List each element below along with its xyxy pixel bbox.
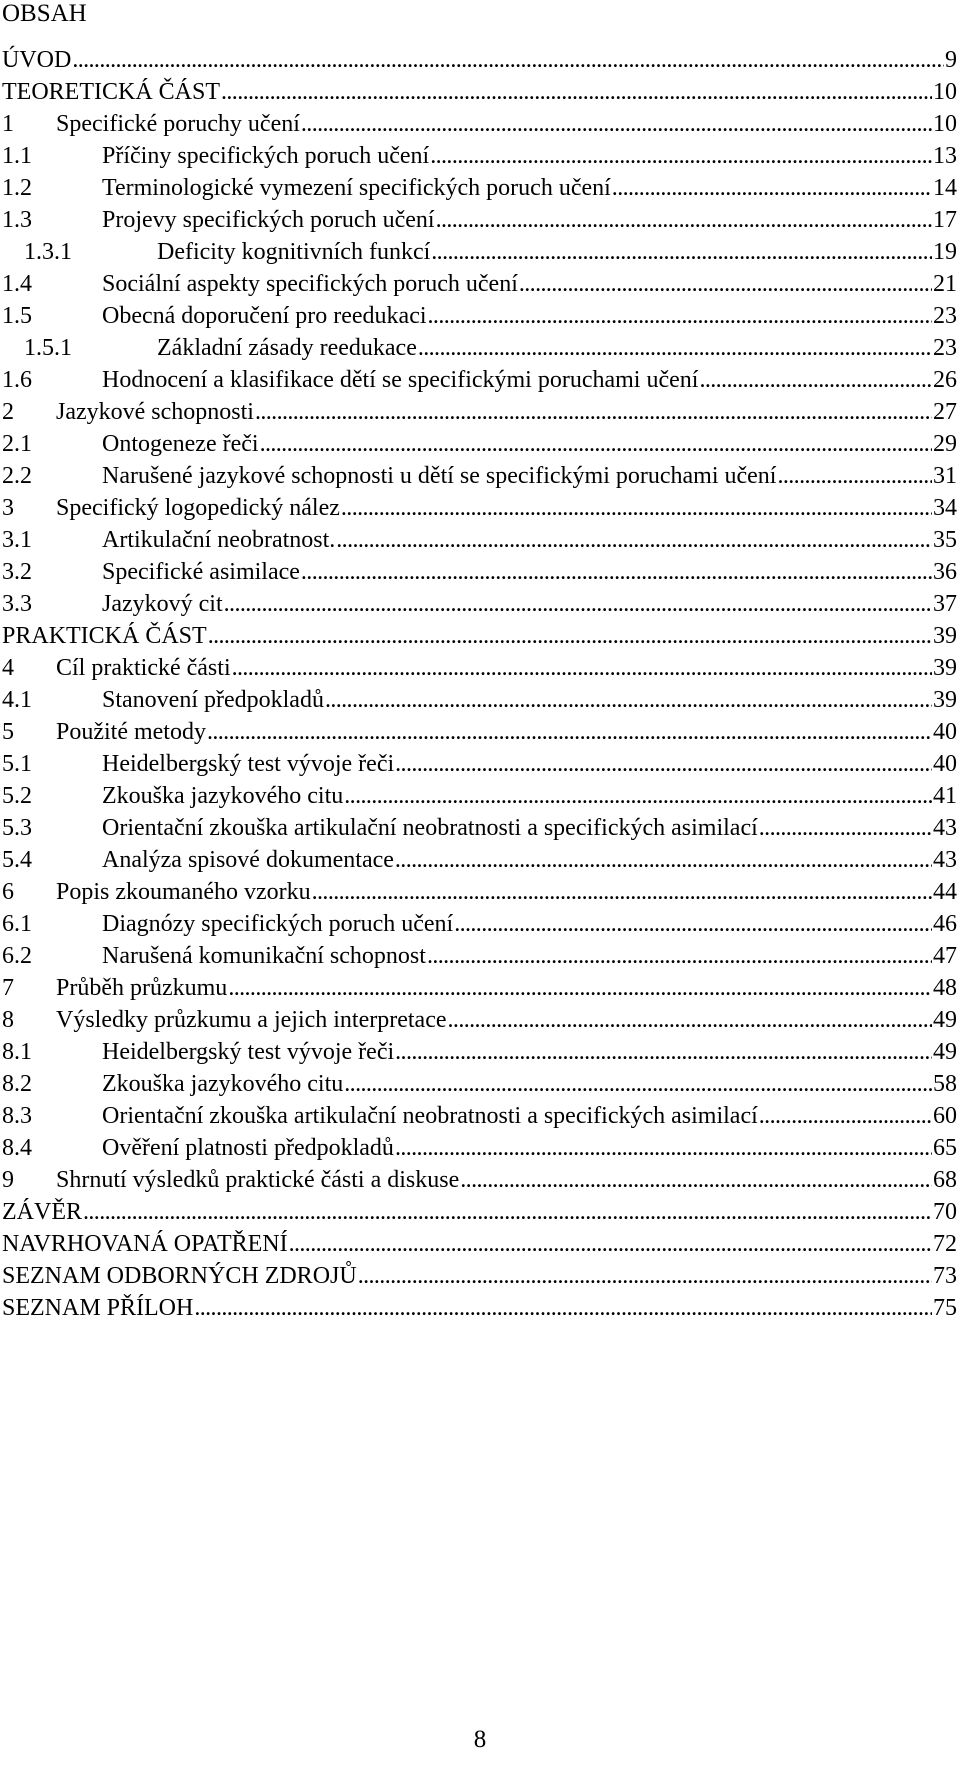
toc-entry-number: 5.3 — [2, 815, 32, 841]
toc-entry-page: 31 — [933, 463, 957, 489]
toc-entry-page: 46 — [933, 911, 957, 937]
toc-entry-page: 36 — [933, 559, 957, 585]
toc-entry-number: 1.5.1 — [24, 335, 72, 361]
toc-entry-page: 39 — [933, 687, 957, 713]
toc-entry-title: Sociální aspekty specifických poruch učení — [102, 271, 518, 297]
toc-entry-title: Narušené jazykové schopnosti u dětí se specifickými poruchami učení — [102, 463, 777, 489]
dot-leader — [289, 1228, 932, 1260]
toc-entry-number: 5.1 — [2, 751, 32, 777]
toc-entry-title: Orientační zkouška artikulační neobratnosti a specifických asimilací — [102, 815, 758, 841]
toc-entry-number: 2 — [2, 399, 14, 425]
dot-leader — [301, 556, 932, 588]
toc-entry-page: 70 — [933, 1199, 957, 1225]
toc-entry[interactable] — [2, 396, 957, 428]
toc-entry-page: 65 — [933, 1135, 957, 1161]
toc-entry-line — [102, 844, 957, 876]
dot-leader — [344, 1068, 932, 1100]
toc-entry-number: 5.4 — [2, 847, 32, 873]
toc-entry-number: 5 — [2, 719, 14, 745]
toc-entry-number: 5.2 — [2, 783, 32, 809]
dot-leader — [395, 1132, 932, 1164]
toc-entry-page: 39 — [933, 623, 957, 649]
toc-entry-title: Obecná doporučení pro reedukaci — [102, 303, 427, 329]
toc-entry-title: Průběh průzkumu — [56, 975, 228, 1001]
toc-entry-line — [102, 588, 957, 620]
toc-entry-number: 1.3 — [2, 207, 32, 233]
toc-entry-title: Specifické asimilace — [102, 559, 300, 585]
toc-entry[interactable] — [2, 1260, 957, 1292]
toc-entry-title: Příčiny specifických poruch učení — [102, 143, 430, 169]
dot-leader — [395, 1036, 932, 1068]
toc-entry-page: 27 — [933, 399, 957, 425]
toc-entry[interactable] — [2, 524, 957, 556]
toc-entry-page: 75 — [933, 1295, 957, 1321]
dot-leader — [260, 428, 932, 460]
toc-entry-page: 43 — [933, 847, 957, 873]
dot-leader — [224, 588, 932, 620]
dot-leader — [358, 1260, 932, 1292]
toc-entry-title: Ověření platnosti předpokladů — [102, 1135, 394, 1161]
toc-entry-title: SEZNAM PŘÍLOH — [2, 1295, 194, 1321]
toc-entry-number: 1.5 — [2, 303, 32, 329]
toc-entry-line — [102, 684, 957, 716]
toc-entry-number: 9 — [2, 1167, 14, 1193]
dot-leader — [612, 172, 932, 204]
toc-entry-title: Diagnózy specifických poruch učení — [102, 911, 454, 937]
toc-entry-line — [56, 876, 957, 908]
toc-entry-number: 2.2 — [2, 463, 32, 489]
toc-entry-line — [102, 1036, 957, 1068]
toc-entry-line — [102, 1132, 957, 1164]
toc-entry-number: 3.1 — [2, 527, 32, 553]
dot-leader — [344, 780, 932, 812]
toc-entry-title: Orientační zkouška artikulační neobratnosti a specifických asimilací — [102, 1103, 758, 1129]
toc-entry-number: 4.1 — [2, 687, 32, 713]
toc-entry-page: 34 — [933, 495, 957, 521]
toc-entry[interactable] — [2, 44, 957, 76]
dot-leader — [448, 1004, 932, 1036]
toc-entry-line — [157, 332, 957, 364]
toc-entry-number: 1 — [2, 111, 14, 137]
toc-entry-page: 39 — [933, 655, 957, 681]
toc-entry-number: 6.2 — [2, 943, 32, 969]
toc-entry-number: 7 — [2, 975, 14, 1001]
toc-entry-line — [56, 108, 957, 140]
toc-entry-number: 8 — [2, 1007, 14, 1033]
toc-entry-page: 35 — [933, 527, 957, 553]
toc-entry[interactable] — [2, 812, 957, 844]
toc-entry-title: Zkouška jazykového citu — [102, 1071, 344, 1097]
toc-entry-page: 29 — [933, 431, 957, 457]
toc-entry-title: Deficity kognitivních funkcí — [157, 239, 431, 265]
dot-leader — [83, 1196, 932, 1228]
toc-entry-title: Specifický logopedický nález — [56, 495, 340, 521]
toc-entry-page: 17 — [933, 207, 957, 233]
toc-entry[interactable] — [2, 716, 957, 748]
toc-entry[interactable] — [2, 1196, 957, 1228]
toc-entry[interactable] — [2, 940, 957, 972]
toc-entry[interactable] — [2, 1164, 957, 1196]
toc-entry-page: 9 — [945, 47, 957, 73]
toc-entry-number: 1.1 — [2, 143, 32, 169]
dot-leader — [228, 972, 932, 1004]
toc-entry-line — [102, 172, 957, 204]
toc-entry[interactable] — [2, 268, 957, 300]
toc-entry[interactable] — [2, 620, 957, 652]
toc-entry-line — [56, 1004, 957, 1036]
toc-entry-title: Heidelbergský test vývoje řeči — [102, 1039, 395, 1065]
toc-entry[interactable] — [2, 204, 957, 236]
dot-leader — [312, 876, 932, 908]
table-of-contents — [2, 44, 957, 1324]
toc-entry[interactable] — [2, 1292, 957, 1324]
toc-entry-title: PRAKTICKÁ ČÁST — [2, 623, 207, 649]
toc-entry-line — [2, 1292, 957, 1324]
toc-entry-line — [56, 972, 957, 1004]
toc-entry-line — [2, 1196, 957, 1228]
toc-entry-number: 3 — [2, 495, 14, 521]
toc-entry-line — [102, 268, 957, 300]
toc-entry[interactable] — [2, 972, 957, 1004]
toc-entry[interactable] — [2, 844, 957, 876]
dot-leader — [759, 812, 932, 844]
toc-entry-line — [102, 524, 957, 556]
toc-entry-line — [102, 940, 957, 972]
toc-entry-title: Použité metody — [56, 719, 206, 745]
toc-entry-page: 19 — [933, 239, 957, 265]
toc-entry-title: Shrnutí výsledků praktické části a diskuse — [56, 1167, 460, 1193]
toc-entry-title: NAVRHOVANÁ OPATŘENÍ — [2, 1231, 288, 1257]
dot-leader — [418, 332, 932, 364]
toc-entry[interactable] — [2, 140, 957, 172]
toc-entry-line — [56, 1164, 957, 1196]
dot-leader — [336, 524, 932, 556]
toc-entry-page: 49 — [933, 1039, 957, 1065]
toc-entry-page: 37 — [933, 591, 957, 617]
toc-entry-line — [2, 1260, 957, 1292]
toc-entry-number: 3.3 — [2, 591, 32, 617]
dot-leader — [395, 748, 932, 780]
toc-entry[interactable] — [2, 364, 957, 396]
toc-entry-title: Stanovení předpokladů — [102, 687, 324, 713]
toc-entry-page: 48 — [933, 975, 957, 1001]
toc-entry[interactable] — [2, 588, 957, 620]
toc-entry-title: Jazykový cit — [102, 591, 223, 617]
toc-entry-page: 58 — [933, 1071, 957, 1097]
toc-entry-number: 4 — [2, 655, 14, 681]
toc-entry-page: 68 — [933, 1167, 957, 1193]
toc-entry-title: TEORETICKÁ ČÁST — [2, 79, 220, 105]
toc-entry[interactable] — [2, 780, 957, 812]
toc-entry-page: 43 — [933, 815, 957, 841]
dot-leader — [759, 1100, 932, 1132]
dot-leader — [460, 1164, 932, 1196]
dot-leader — [519, 268, 932, 300]
toc-entry-number: 6 — [2, 879, 14, 905]
toc-entry[interactable] — [2, 876, 957, 908]
toc-entry-line — [56, 652, 957, 684]
toc-entry-page: 13 — [933, 143, 957, 169]
toc-entry-title: Cíl praktické části — [56, 655, 231, 681]
toc-entry-page: 60 — [933, 1103, 957, 1129]
dot-leader — [255, 396, 932, 428]
toc-entry-line — [102, 204, 957, 236]
toc-entry-title: Hodnocení a klasifikace dětí se specifickými poruchami učení — [102, 367, 699, 393]
dot-leader — [325, 684, 932, 716]
toc-entry-page: 44 — [933, 879, 957, 905]
toc-entry[interactable] — [2, 652, 957, 684]
toc-entry-title: Projevy specifických poruch učení — [102, 207, 435, 233]
toc-entry[interactable] — [2, 908, 957, 940]
toc-entry-number: 8.3 — [2, 1103, 32, 1129]
toc-entry-page: 73 — [933, 1263, 957, 1289]
dot-leader — [428, 300, 932, 332]
dot-leader — [232, 652, 932, 684]
toc-entry-number: 8.1 — [2, 1039, 32, 1065]
toc-entry-number: 8.4 — [2, 1135, 32, 1161]
toc-entry-page: 21 — [933, 271, 957, 297]
toc-entry-line — [102, 1068, 957, 1100]
dot-leader — [194, 1292, 932, 1324]
toc-entry-line — [102, 812, 957, 844]
toc-entry-title: Výsledky průzkumu a jejich interpretace — [56, 1007, 447, 1033]
toc-entry[interactable] — [2, 1100, 957, 1132]
toc-entry[interactable] — [2, 1036, 957, 1068]
toc-entry-page: 49 — [933, 1007, 957, 1033]
toc-entry-line — [2, 620, 957, 652]
toc-entry-number: 6.1 — [2, 911, 32, 937]
toc-entry-page: 10 — [933, 111, 957, 137]
toc-entry-title: Popis zkoumaného vzorku — [56, 879, 311, 905]
toc-entry-line — [56, 396, 957, 428]
toc-entry-line — [102, 780, 957, 812]
dot-leader — [431, 236, 932, 268]
toc-entry[interactable] — [2, 748, 957, 780]
toc-entry[interactable] — [2, 236, 957, 268]
toc-entry[interactable] — [2, 172, 957, 204]
toc-entry-page: 10 — [933, 79, 957, 105]
toc-entry-title: Základní zásady reedukace — [157, 335, 417, 361]
toc-entry[interactable] — [2, 1004, 957, 1036]
toc-entry[interactable] — [2, 556, 957, 588]
toc-entry[interactable] — [2, 332, 957, 364]
toc-entry[interactable] — [2, 1132, 957, 1164]
toc-entry[interactable] — [2, 428, 957, 460]
toc-entry-title: Jazykové schopnosti — [56, 399, 254, 425]
dot-leader — [436, 204, 932, 236]
toc-entry-title: Terminologické vymezení specifických poruch učení — [102, 175, 611, 201]
dot-leader — [208, 620, 932, 652]
toc-entry-page: 40 — [933, 719, 957, 745]
toc-entry-page: 47 — [933, 943, 957, 969]
toc-entry-title: Specifické poruchy učení — [56, 111, 300, 137]
toc-entry-number: 1.6 — [2, 367, 32, 393]
toc-entry[interactable] — [2, 1068, 957, 1100]
dot-leader — [699, 364, 932, 396]
toc-entry-page: 23 — [933, 303, 957, 329]
toc-entry-line — [102, 460, 957, 492]
toc-entry-line — [102, 908, 957, 940]
toc-heading: OBSAH — [2, 0, 87, 27]
toc-entry-line — [102, 300, 957, 332]
dot-leader — [430, 140, 932, 172]
dot-leader — [777, 460, 932, 492]
toc-entry[interactable] — [2, 300, 957, 332]
toc-entry-number: 8.2 — [2, 1071, 32, 1097]
dot-leader — [301, 108, 932, 140]
toc-entry[interactable] — [2, 108, 957, 140]
dot-leader — [207, 716, 932, 748]
toc-entry-page: 41 — [933, 783, 957, 809]
toc-entry-line — [102, 748, 957, 780]
toc-entry-title: ÚVOD — [2, 47, 72, 73]
toc-entry-page: 40 — [933, 751, 957, 777]
toc-entry[interactable] — [2, 1228, 957, 1260]
toc-entry-line — [2, 76, 957, 108]
toc-entry-page: 23 — [933, 335, 957, 361]
dot-leader — [454, 908, 932, 940]
toc-entry-line — [157, 236, 957, 268]
toc-entry-page: 72 — [933, 1231, 957, 1257]
toc-entry[interactable] — [2, 492, 957, 524]
toc-entry[interactable] — [2, 684, 957, 716]
toc-entry-line — [2, 44, 957, 76]
toc-entry-title: Heidelbergský test vývoje řeči — [102, 751, 395, 777]
toc-entry-number: 1.4 — [2, 271, 32, 297]
toc-entry-page: 26 — [933, 367, 957, 393]
toc-entry-number: 1.2 — [2, 175, 32, 201]
toc-entry-line — [102, 556, 957, 588]
toc-entry-number: 3.2 — [2, 559, 32, 585]
toc-entry-number: 1.3.1 — [24, 239, 72, 265]
toc-entry[interactable] — [2, 460, 957, 492]
toc-entry-line — [102, 1100, 957, 1132]
toc-entry-title: ZÁVĚR — [2, 1199, 82, 1225]
toc-entry-title: Analýza spisové dokumentace — [102, 847, 394, 873]
toc-entry-line — [56, 716, 957, 748]
toc-entry-page: 14 — [933, 175, 957, 201]
toc-entry-title: Ontogeneze řeči — [102, 431, 259, 457]
toc-entry-line — [102, 364, 957, 396]
toc-entry-line — [56, 492, 957, 524]
dot-leader — [427, 940, 932, 972]
toc-entry-line — [102, 140, 957, 172]
toc-entry[interactable] — [2, 76, 957, 108]
dot-leader — [395, 844, 932, 876]
toc-entry-title: Zkouška jazykového citu — [102, 783, 344, 809]
toc-entry-line — [102, 428, 957, 460]
toc-entry-title: SEZNAM ODBORNÝCH ZDROJŮ — [2, 1263, 357, 1289]
toc-entry-number: 2.1 — [2, 431, 32, 457]
dot-leader — [72, 44, 944, 76]
toc-entry-title: Narušená komunikační schopnost — [102, 943, 426, 969]
dot-leader — [221, 76, 932, 108]
page-number: 8 — [473, 1726, 487, 1753]
toc-entry-title: Artikulační neobratnost. — [102, 527, 336, 553]
toc-entry-line — [2, 1228, 957, 1260]
dot-leader — [341, 492, 932, 524]
